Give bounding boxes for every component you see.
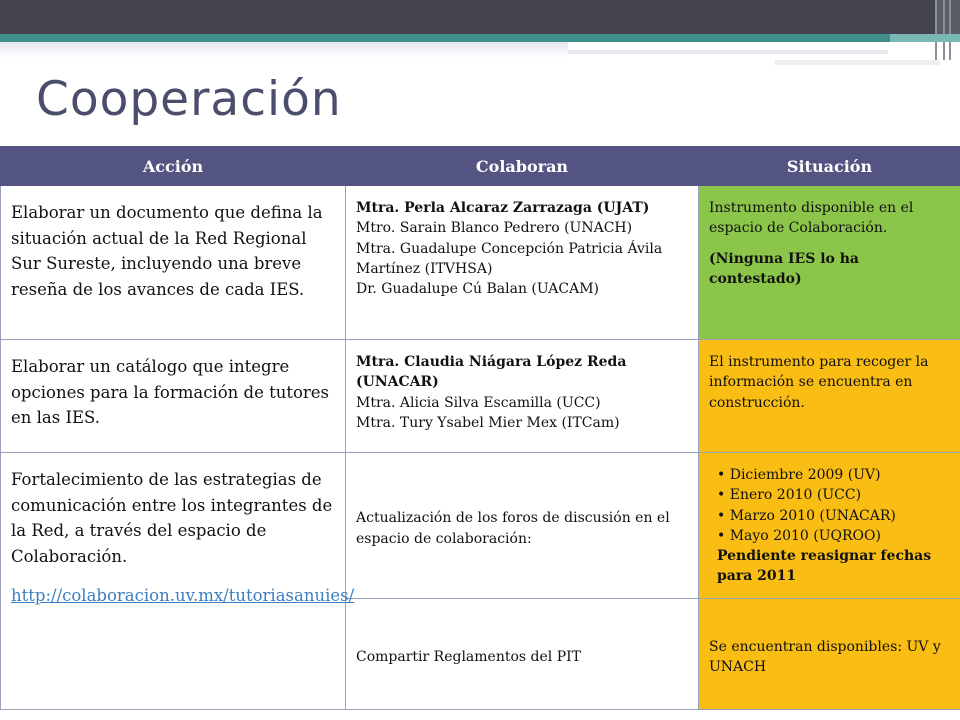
decor-line bbox=[943, 0, 945, 60]
situacion-cell: Se encuentran disponibles: UV y UNACH bbox=[699, 599, 960, 710]
situacion-note: (Ninguna IES lo ha contestado) bbox=[709, 250, 859, 287]
header-shadow bbox=[775, 60, 940, 65]
table-header-row bbox=[1, 147, 960, 186]
header-accion: Acción bbox=[1, 147, 346, 186]
colaboran-lead: Mtra. Perla Alcaraz Zarrazaga (UJAT) bbox=[356, 200, 650, 216]
colaboran-name: Dr. Guadalupe Cú Balan (UACAM) bbox=[356, 281, 599, 298]
situacion-text: Instrumento disponible en el espacio de Colaboración. bbox=[709, 200, 914, 237]
accion-cell bbox=[1, 453, 355, 710]
situacion-cell bbox=[699, 186, 960, 340]
colaboran-name: Mtro. Sarain Blanco Pedrero (UNACH) bbox=[356, 220, 633, 237]
header-shadow bbox=[568, 50, 888, 54]
table-row bbox=[1, 186, 960, 340]
list-item: • Mayo 2010 (UQROO) bbox=[717, 527, 881, 544]
header-situacion: Situación bbox=[699, 147, 960, 186]
colaboran-cell bbox=[346, 186, 699, 340]
accion-cell: Elaborar un catálogo que integre opciones para la formación de tutores en las IES. bbox=[1, 340, 346, 453]
cooperation-table bbox=[0, 146, 960, 710]
list-item: • Diciembre 2009 (UV) bbox=[717, 467, 881, 483]
colaboran-name: Mtra. Alicia Silva Escamilla (UCC) bbox=[356, 394, 601, 411]
situacion-note: Pendiente reasignar fechas para 2011 bbox=[717, 548, 932, 585]
colaboran-cell: Actualización de los foros de discusión en el espacio de colaboración: bbox=[346, 453, 699, 599]
table-row bbox=[1, 453, 960, 599]
situacion-cell: El instrumento para recoger la información se encuentra en construcción. bbox=[699, 340, 960, 453]
header-shadow bbox=[0, 42, 568, 58]
decor-line bbox=[949, 0, 951, 60]
list-item: • Marzo 2010 (UNACAR) bbox=[717, 507, 896, 524]
header-colaboran: Colaboran bbox=[346, 147, 699, 186]
colaboran-lead: Mtra. Claudia Niágara López Reda (UNACAR) bbox=[356, 354, 627, 391]
table-row bbox=[1, 340, 960, 453]
colaboran-cell bbox=[346, 340, 699, 453]
accion-text: Fortalecimiento de las estrategias de comunicación entre los integrantes de la Red, a través del espacio de Colaboración. bbox=[11, 470, 333, 566]
colaboran-cell: Compartir Reglamentos del PIT bbox=[346, 599, 699, 710]
dates-list bbox=[709, 465, 952, 546]
accion-cell: Elaborar un documento que defina la situación actual de la Red Regional Sur Sureste, incluyendo una breve reseña de los avances de cada IES. bbox=[1, 186, 346, 340]
colaboran-name: Mtra. Guadalupe Concepción Patricia Ávila Martínez (ITVHSA) bbox=[356, 240, 663, 277]
top-bar bbox=[0, 0, 935, 34]
colaboracion-link[interactable]: http://colaboracion.uv.mx/tutoriasanuies/ bbox=[11, 586, 355, 606]
accent-bar-right bbox=[890, 34, 960, 42]
colaboran-name: Mtra. Tury Ysabel Mier Mex (ITCam) bbox=[356, 414, 620, 431]
slide-title: Cooperación bbox=[36, 72, 342, 127]
situacion-cell bbox=[699, 453, 960, 599]
accent-bar bbox=[0, 34, 890, 42]
list-item: • Enero 2010 (UCC) bbox=[717, 487, 862, 504]
decor-line bbox=[935, 0, 937, 60]
